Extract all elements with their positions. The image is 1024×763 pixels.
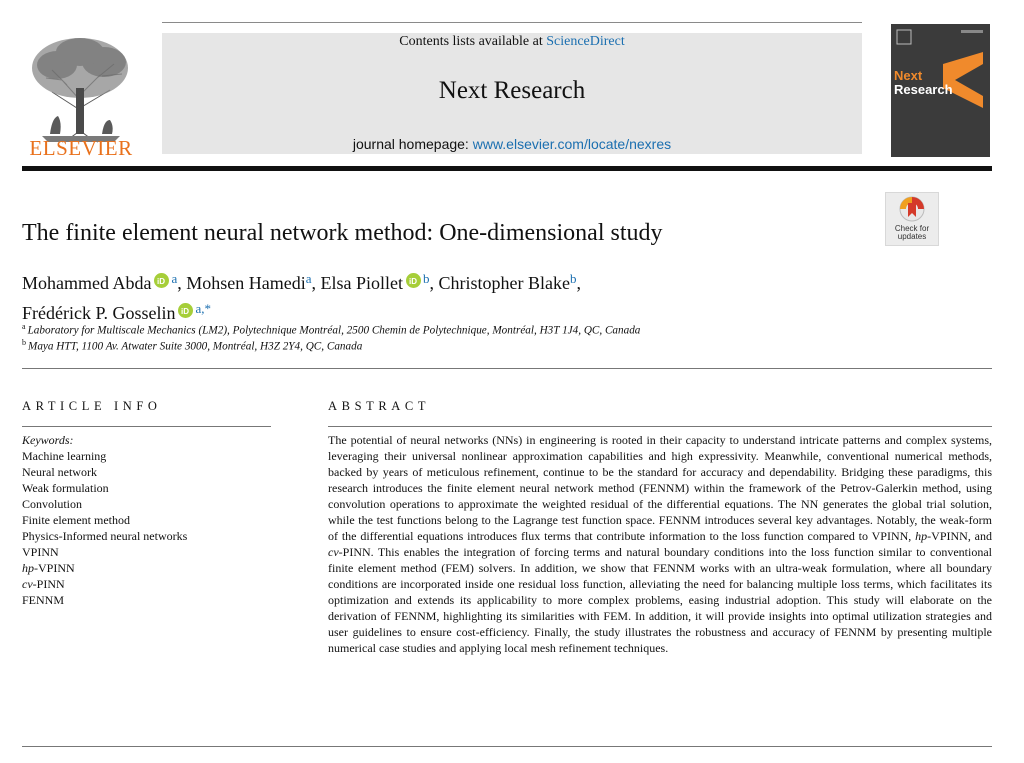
affiliation-mark[interactable]: b: [423, 271, 430, 286]
keyword-text: Finite element method: [22, 513, 130, 527]
keyword-text: VPINN: [22, 545, 59, 559]
svg-text:iD: iD: [181, 307, 190, 316]
sciencedirect-link[interactable]: ScienceDirect: [546, 34, 625, 49]
affiliation-mark[interactable]: a: [305, 271, 312, 286]
article-info-heading: ARTICLE INFO: [22, 399, 162, 413]
affiliation-b: [22, 338, 362, 353]
journal-header: [162, 33, 862, 154]
svg-text:iD: iD: [157, 277, 166, 286]
journal-cover[interactable]: [891, 24, 990, 157]
author-4[interactable]: [439, 273, 581, 293]
affiliation-b-text: Maya HTT, 1100 Av. Atwater Suite 3000, Montréal, H3Z 2Y4, QC, Canada: [28, 340, 363, 353]
contents-line: [162, 34, 862, 50]
keyword-item[interactable]: [22, 560, 272, 576]
cover-title: [894, 69, 953, 97]
keyword-text: -VPINN: [34, 561, 75, 575]
keyword-text: Machine learning: [22, 449, 107, 463]
homepage-line: [162, 136, 862, 152]
author-name: Elsa Piollet: [320, 273, 404, 293]
affiliation-b-mark: b: [22, 338, 26, 347]
keyword-item[interactable]: [22, 464, 272, 480]
author-name: Christopher Blake: [438, 273, 571, 293]
journal-title: Next Research: [438, 77, 586, 104]
keyword-item[interactable]: [22, 480, 272, 496]
keyword-text: Weak formulation: [22, 481, 109, 495]
orcid-icon[interactable]: [406, 273, 421, 288]
top-rule: [162, 22, 862, 23]
affiliation-mark[interactable]: b: [570, 271, 577, 286]
paper-title: The finite element neural network method: One-dimensional study: [22, 220, 663, 246]
affiliation-mark[interactable]: a: [171, 271, 178, 286]
check-updates-line2: updates: [897, 232, 927, 241]
author-separator: ,: [177, 273, 187, 293]
keyword-italic: cv: [22, 577, 33, 591]
keyword-text: -PINN: [32, 577, 65, 591]
keyword-item[interactable]: [22, 528, 272, 544]
author-name: Mohsen Hamedi: [186, 273, 306, 293]
contents-prefix: Contents lists available at: [399, 34, 547, 49]
abstract-text-2: -VPINN, and: [927, 529, 992, 544]
abstract-text-1: The potential of neural networks (NNs) in engineering is rooted in their capacity to understand intricate patterns and complex systems, leveraging their universal nonlinear approximation capabilities and high expressivity. Meanwhile, conventional numerical methods, backed by years of meticulous refinement, continue to be the standard for accuracy and dependability. Bridging these paradigms, this research introduces the finite element neural network method (FENNM) within the framework of the Petrov-Galerkin method, using convolution operations to approximate the weighted residual of the differential equations. The NN generates the global trial solution, while the test functions belong to the Lagrange test function space. FENNM introduces several key advantages. Notably, the weak-form of the differential equations introduces flux terms that contribute information to the loss function compared to VPINN,: [328, 433, 992, 544]
author-separator: ,: [429, 273, 439, 293]
abstract-text-3: -PINN. This enables the integration of forcing terms and natural boundary conditions into the loss function similar to conventional finite element method (FEM) solvers. In addition, we show that FENNM works with an ultra-weak formulation, where all boundary conditions are incorporated inside one residual loss function, alleviating the need for balancing multiple loss terms, which facilitates its optimization and extends its applicability to more complex problems, easing industrial adoption. This study will elaborate on the derivation of FENNM, highlighting its similarities with FEM. In addition, it will provide insights into optimal utilization strategies and user guidelines to ensure cost-efficiency. Finally, the study illustrates the robustness and accuracy of FENNM by presenting multiple numerical case studies and applying local mesh refinement techniques.: [328, 545, 992, 656]
keyword-item[interactable]: [22, 512, 272, 528]
header-divider: [22, 166, 992, 171]
affiliation-mark[interactable]: a,*: [195, 301, 212, 316]
author-name: Frédérick P. Gosselin: [22, 303, 176, 323]
abstract-heading: ABSTRACT: [328, 399, 431, 413]
author-separator: ,: [576, 273, 582, 293]
abstract-body: [328, 432, 992, 656]
abstract-italic-1: hp: [915, 529, 928, 544]
cover-line2: Research: [894, 82, 953, 97]
keyword-text: Neural network: [22, 465, 97, 479]
author-5[interactable]: [22, 303, 211, 323]
keyword-item[interactable]: [22, 544, 272, 560]
check-updates-line1: Check for: [894, 224, 930, 233]
elsevier-wordmark: ELSEVIER: [29, 136, 133, 160]
check-for-updates-button[interactable]: [885, 192, 939, 246]
bottom-rule: [22, 746, 992, 747]
keyword-item[interactable]: [22, 592, 272, 608]
keyword-text: Convolution: [22, 497, 83, 511]
affiliation-divider: [22, 368, 992, 369]
keywords-list: [22, 432, 272, 608]
keyword-italic: hp: [22, 561, 34, 575]
check-updates-label: [886, 225, 938, 241]
homepage-link[interactable]: www.elsevier.com/locate/nexres: [472, 136, 672, 152]
affiliation-a-mark: a: [22, 322, 26, 331]
homepage-prefix: journal homepage:: [352, 136, 473, 152]
author-name: Mohammed Abda: [22, 273, 152, 293]
author-3[interactable]: [321, 273, 439, 293]
affiliation-a-text: Laboratory for Multiscale Mechanics (LM2), Polytechnique Montréal, 2500 Chemin de Polytechnique, Montréal, H3T 1J4, QC, Canada: [27, 324, 641, 337]
orcid-icon[interactable]: [178, 303, 193, 318]
cover-line1: Next: [894, 68, 923, 83]
author-2[interactable]: [186, 273, 320, 293]
svg-text:iD: iD: [409, 277, 418, 286]
author-separator: ,: [311, 273, 321, 293]
orcid-icon[interactable]: [154, 273, 169, 288]
abstract-rule: [328, 426, 992, 427]
bookmark-icon: [886, 193, 938, 225]
keyword-item[interactable]: [22, 448, 272, 464]
keywords-label: Keywords:: [22, 433, 74, 447]
keyword-text: FENNM: [22, 593, 65, 607]
keyword-item[interactable]: [22, 496, 272, 512]
author-1[interactable]: [22, 273, 186, 293]
keyword-item[interactable]: [22, 576, 272, 592]
keyword-text: Physics-Informed neural networks: [22, 529, 188, 543]
affiliation-a: [22, 322, 640, 337]
author-list: [22, 266, 822, 326]
article-info-rule: [22, 426, 271, 427]
abstract-italic-2: cv: [328, 545, 339, 560]
